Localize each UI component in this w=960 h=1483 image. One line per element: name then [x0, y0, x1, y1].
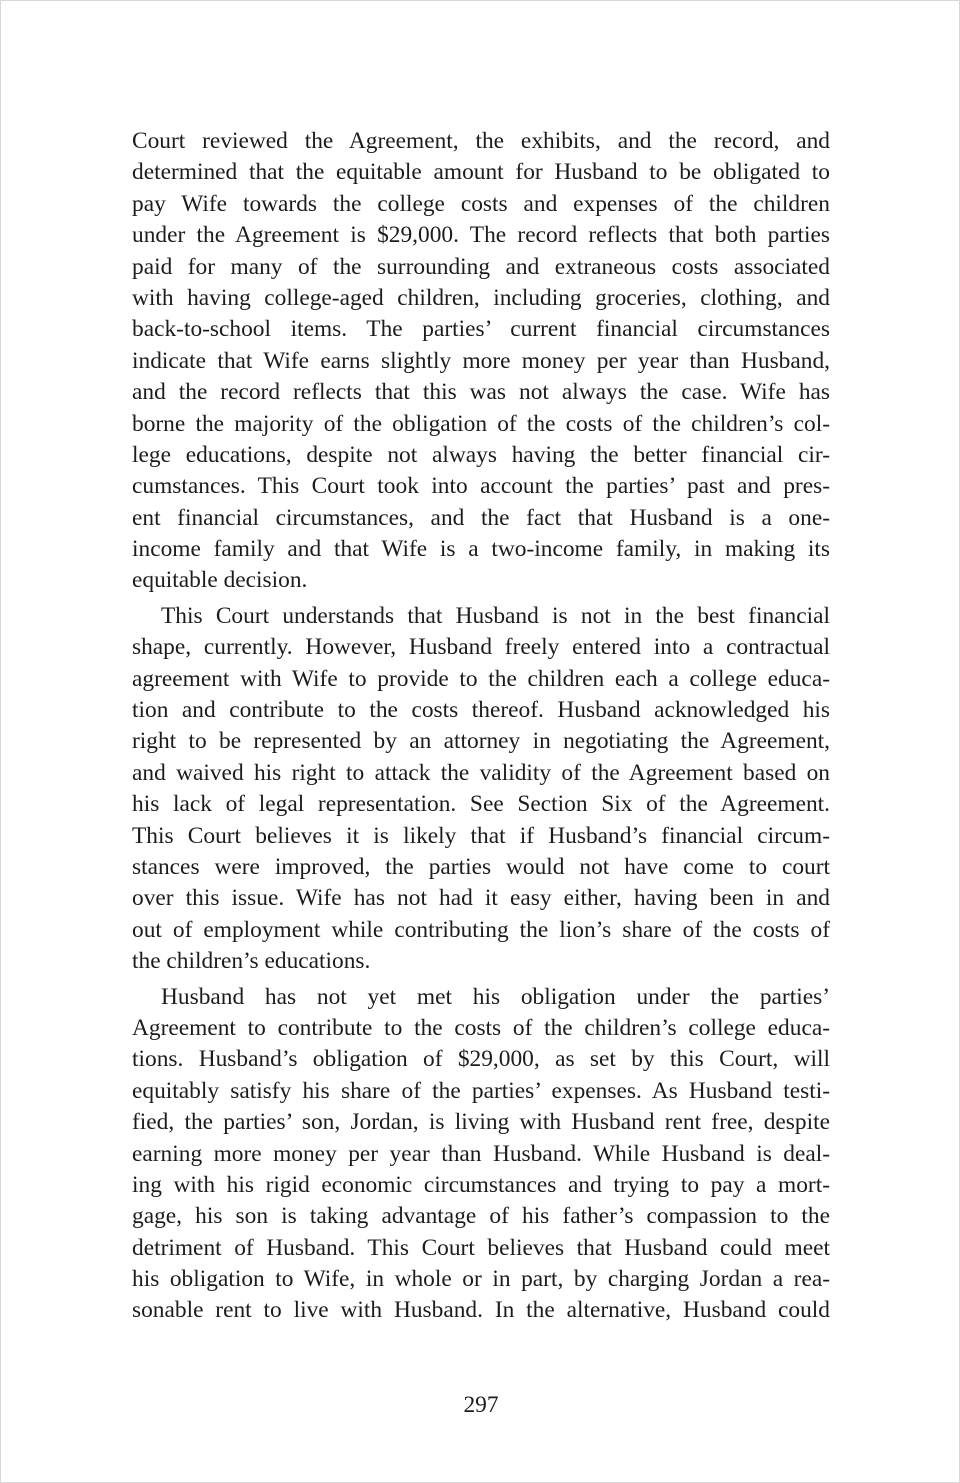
text-line: tions. Husband’s obligation of $29,000, as set by this Court, will	[132, 1046, 830, 1073]
text-line: Agreement to contribute to the costs of the children’s college educa-	[132, 1014, 830, 1041]
text-line: shape, currently. However, Husband freely entered into a contractual	[132, 634, 830, 661]
text-line: ing with his rigid economic circumstances and trying to pay a mort-	[132, 1171, 830, 1198]
text-line: and the record reflects that this was not always the case. Wife has	[132, 379, 830, 406]
text-line: indicate that Wife earns slightly more money per year than Husband,	[132, 347, 830, 374]
text-line: right to be represented by an attorney in negotiating the Agreement,	[132, 728, 830, 755]
body-text	[132, 126, 830, 1327]
paragraph-1	[132, 126, 830, 597]
text-line: sonable rent to live with Husband. In the alternative, Husband could	[132, 1297, 830, 1324]
text-line: detriment of Husband. This Court believes that Husband could meet	[132, 1234, 830, 1261]
text-line: earning more money per year than Husband. While Husband is deal-	[132, 1140, 830, 1167]
text-line: This Court believes it is likely that if Husband’s financial circum-	[132, 822, 830, 849]
text-line: and waived his right to attack the validity of the Agreement based on	[132, 759, 830, 786]
text-line: This Court understands that Husband is not in the best financial	[161, 602, 830, 629]
page-number: 297	[463, 1392, 499, 1418]
text-line: pay Wife towards the college costs and expenses of the children	[132, 190, 830, 217]
text-line: fied, the parties’ son, Jordan, is living with Husband rent free, despite	[132, 1109, 830, 1136]
text-line: stances were improved, the parties would not have come to court	[132, 853, 830, 880]
text-line: cumstances. This Court took into account the parties’ past and pres-	[132, 473, 830, 500]
text-line: borne the majority of the obligation of the costs of the children’s col-	[132, 410, 830, 437]
text-line: gage, his son is taking advantage of his father’s compassion to the	[132, 1203, 830, 1230]
text-line: out of employment while contributing the lion’s share of the costs of	[132, 916, 830, 943]
text-line: ent financial circumstances, and the fact that Husband is a one-	[132, 504, 830, 531]
paragraph-2	[132, 601, 830, 978]
text-line: equitable decision.	[132, 567, 308, 594]
text-line: income family and that Wife is a two-income family, in making its	[132, 536, 830, 563]
paragraph-3	[132, 982, 830, 1327]
text-line: lege educations, despite not always having the better financial cir-	[132, 441, 830, 468]
text-line: with having college-aged children, including groceries, clothing, and	[132, 284, 830, 311]
text-line: agreement with Wife to provide to the children each a college educa-	[132, 665, 830, 692]
text-line: Husband has not yet met his obligation under the parties’	[161, 983, 830, 1010]
text-line: back-to-school items. The parties’ current financial circumstances	[132, 316, 830, 343]
text-line: determined that the equitable amount for Husband to be obligated to	[132, 159, 830, 186]
text-line: his lack of legal representation. See Section Six of the Agreement.	[132, 791, 830, 818]
text-line: the children’s educations.	[132, 948, 371, 975]
text-line: paid for many of the surrounding and extraneous costs associated	[132, 253, 830, 280]
text-line: over this issue. Wife has not had it easy either, having been in and	[132, 885, 830, 912]
text-line: Court reviewed the Agreement, the exhibits, and the record, and	[132, 128, 830, 154]
text-line: tion and contribute to the costs thereof. Husband acknowledged his	[132, 697, 830, 724]
text-line: equitably satisfy his share of the parties’ expenses. As Husband testi-	[132, 1077, 830, 1104]
text-line: his obligation to Wife, in whole or in part, by charging Jordan a rea-	[132, 1266, 830, 1293]
text-line: under the Agreement is $29,000. The record reflects that both parties	[132, 222, 830, 249]
